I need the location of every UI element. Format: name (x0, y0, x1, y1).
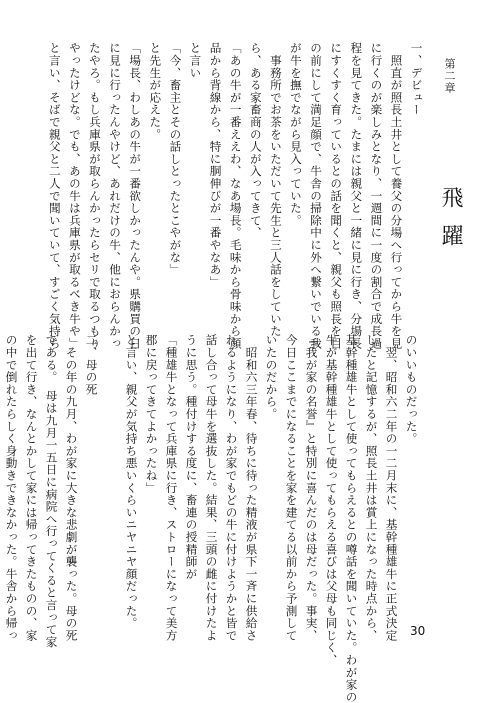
text-column: 話し合って母牛を選抜した。結果、三頭の雌に付けたよ (204, 334, 219, 642)
text-column: その年の九月、わが家に大きな悲劇が襲った。母の死 (64, 334, 79, 642)
text-column: やったけどな。でも、あの牛は兵庫県が取るべき牛や」 (67, 42, 82, 350)
page-number: 30 (410, 624, 426, 638)
text-column: である。 母は九月一五日に病院へ行ってくると言って家 (44, 334, 59, 648)
chapter-title: 飛躍 (438, 186, 463, 262)
text-column: 一、デビュー (409, 42, 424, 116)
text-column: が牛を撫でながら見入っていた。 (288, 42, 303, 227)
text-column: 程を見てきた。たまには親父と一緒に見に行き、分場長 (349, 42, 364, 350)
text-column: の前にして満足顔で、牛舎の掃除中に外へ繋いでいる我 (309, 42, 324, 350)
text-column: の中で倒れたらしく身動きできなかった。牛舎から帰っ (4, 334, 19, 642)
text-column: うに思う。種付けする度に、畜連の授精師が (184, 334, 199, 580)
text-column: に見に行ったんやけど、あれだけの牛、他におらんかっ (108, 42, 123, 350)
text-column: 今日ここまでになることを家を建てる以前から予測して (284, 334, 299, 642)
text-column: にすくすく育っているとの話を聞くと、親父も照長を目 (329, 42, 344, 350)
text-column: と言い、そばで親父と二人で聞いていて、すごく気持ち (47, 42, 62, 350)
text-column: 照直が照長土井として養父の分場へ行ってから牛を見 (389, 42, 404, 350)
text-column: 基幹種雄牛として使ってもらえるとの噂話を聞いていた。わが家の (344, 334, 359, 703)
text-column: 品から背線から、特に胴伸びが一番やなあ」 (208, 42, 223, 288)
text-column: 事務所でお茶をいただいて先生と三人話をしていた (268, 42, 283, 338)
text-column: れるようになり、わが家でもどの牛に付けようかと皆で (224, 334, 239, 642)
text-column: のいいものだった。 (404, 334, 419, 445)
text-column: 昭和六三年春、待ちに待った精液が県下一斉に供給さ (244, 334, 259, 642)
text-column: 二、母の死 (84, 334, 99, 396)
text-column: と言い、親父が気持ち悪いくらいニヤニヤ顔だった。 (124, 334, 139, 630)
text-column: 「種雄牛となって兵庫県に行き、ストローになって美方 (164, 334, 179, 642)
text-column: 翌、昭和六二年の一二月末に、基幹種雄牛に正式決定 (384, 334, 399, 642)
text-column: いたのだから。 (264, 334, 279, 421)
text-column: 「今、畜主とその話しとったとこやがな」 (168, 42, 183, 276)
text-column: たやろ。もし兵庫県が取らんかったらセリで取るつもり (87, 42, 102, 350)
text-column: 牛が基幹種雄牛として使ってもらえる喜びは父母も同じく、 (324, 334, 339, 667)
text-column: したと記憶するが、照長土井は賞上になった時点から、 (364, 334, 379, 642)
text-column: 「場長、わしあの牛が一番欲しかったんや。県購買の日 (128, 42, 143, 350)
chapter-label: 第二章 (443, 58, 456, 94)
text-column: 郡に戻ってきてよかったね」 (144, 334, 159, 494)
text-column: と先生が応えた。 (148, 42, 163, 141)
text-column: 「あの牛が一番ええわ、なあ場長。毛味から骨味から顔 (228, 42, 243, 350)
text-column: 『我が家の名誉』と特別に喜んだのは母だった。事実、 (304, 334, 319, 642)
text-column: ら、ある家畜商の人が入ってきて、 (248, 42, 263, 239)
text-column: と言い (188, 42, 203, 79)
text-column: に行くのが楽しみとなり、一週間に一度の割合で成長過 (369, 42, 384, 350)
text-column: を出て行き、なんとかして家には帰ってきたものの、家 (24, 334, 39, 642)
